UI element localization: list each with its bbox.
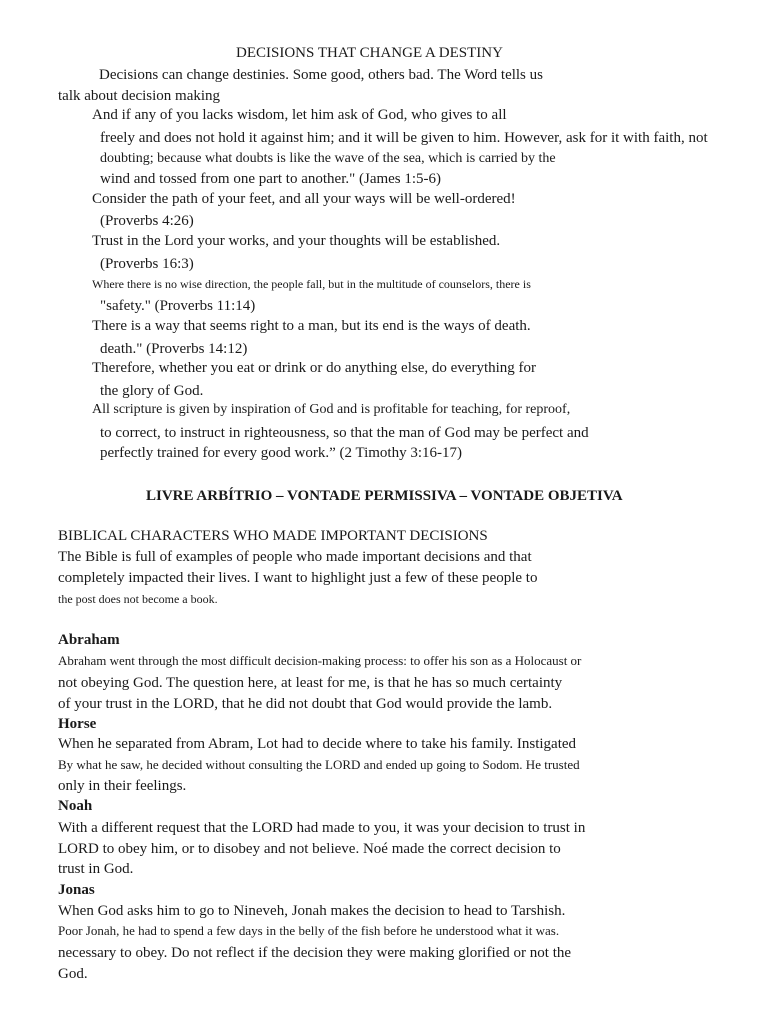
subheading: LIVRE ARBÍTRIO – VONTADE PERMISSIVA – VONTADE OBJETIVA [146, 488, 623, 504]
character-name: Abraham [58, 632, 120, 648]
verse-line: Consider the path of your feet, and all your ways will be well-ordered! [92, 191, 516, 207]
verse-line: Trust in the Lord your works, and your thoughts will be established. [92, 233, 501, 249]
character-line: Poor Jonah, he had to spend a few days in the belly of the fish before he understood what it was. [58, 923, 560, 938]
character-line: When God asks him to go to Nineveh, Jonah makes the decision to head to Tarshish. [58, 903, 566, 919]
verse-line: Therefore, whether you eat or drink or do anything else, do everything for [92, 360, 537, 376]
section-intro-line: the post does not become a book. [58, 592, 218, 606]
verse-line: And if any of you lacks wisdom, let him ask of God, who gives to all [92, 107, 507, 123]
character-line: trust in God. [58, 861, 134, 877]
verse-line: perfectly trained for every good work.” (2 Timothy 3:16-17) [100, 445, 462, 461]
verse-line: to correct, to instruct in righteousness, so that the man of God may be perfect and [100, 425, 589, 441]
character-line: LORD to obey him, or to disobey and not believe. Noé made the correct decision to [58, 841, 561, 857]
section-intro-line: The Bible is full of examples of people who made important decisions and that [58, 549, 532, 565]
character-line: God. [58, 966, 88, 982]
character-line: With a different request that the LORD had made to you, it was your decision to trust in [58, 820, 586, 836]
verse-line: (Proverbs 4:26) [100, 213, 194, 229]
intro-line: talk about decision making [58, 88, 221, 104]
verse-line: death." (Proverbs 14:12) [100, 341, 248, 357]
section-intro-line: completely impacted their lives. I want to highlight just a few of these people to [58, 570, 538, 586]
character-line: When he separated from Abram, Lot had to decide where to take his family. Instigated [58, 736, 577, 752]
section-title: BIBLICAL CHARACTERS WHO MADE IMPORTANT DECISIONS [58, 528, 488, 544]
character-line: of your trust in the LORD, that he did not doubt that God would provide the lamb. [58, 696, 553, 712]
verse-line: There is a way that seems right to a man, but its end is the ways of death. [92, 318, 531, 334]
intro-line: Decisions can change destinies. Some good, others bad. The Word tells us [99, 67, 543, 83]
verse-line: Where there is no wise direction, the people fall, but in the multitude of counselors, there is [92, 277, 531, 291]
verse-line: All scripture is given by inspiration of God and is profitable for teaching, for reproof, [92, 402, 571, 417]
verse-line: "safety." (Proverbs 11:14) [100, 298, 256, 314]
verse-line: freely and does not hold it against him; and it will be given to him. However, ask for it with faith, not [100, 130, 708, 146]
character-name: Jonas [58, 882, 95, 898]
character-line: Abraham went through the most difficult decision-making process: to offer his son as a Holocaust or [58, 653, 582, 668]
verse-line: wind and tossed from one part to another." (James 1:5-6) [100, 171, 442, 187]
verse-line: doubting; because what doubts is like the wave of the sea, which is carried by the [100, 151, 556, 166]
page-title: DECISIONS THAT CHANGE A DESTINY [236, 45, 503, 61]
character-line: not obeying God. The question here, at least for me, is that he has so much certainty [58, 675, 563, 691]
character-line: only in their feelings. [58, 778, 187, 794]
character-name: Noah [58, 798, 93, 814]
verse-line: (Proverbs 16:3) [100, 256, 194, 272]
verse-line: the glory of God. [100, 383, 204, 399]
character-line: By what he saw, he decided without consulting the LORD and ended up going to Sodom. He trusted [58, 757, 580, 772]
character-line: necessary to obey. Do not reflect if the decision they were making glorified or not the [58, 945, 572, 961]
character-name: Horse [58, 716, 97, 732]
